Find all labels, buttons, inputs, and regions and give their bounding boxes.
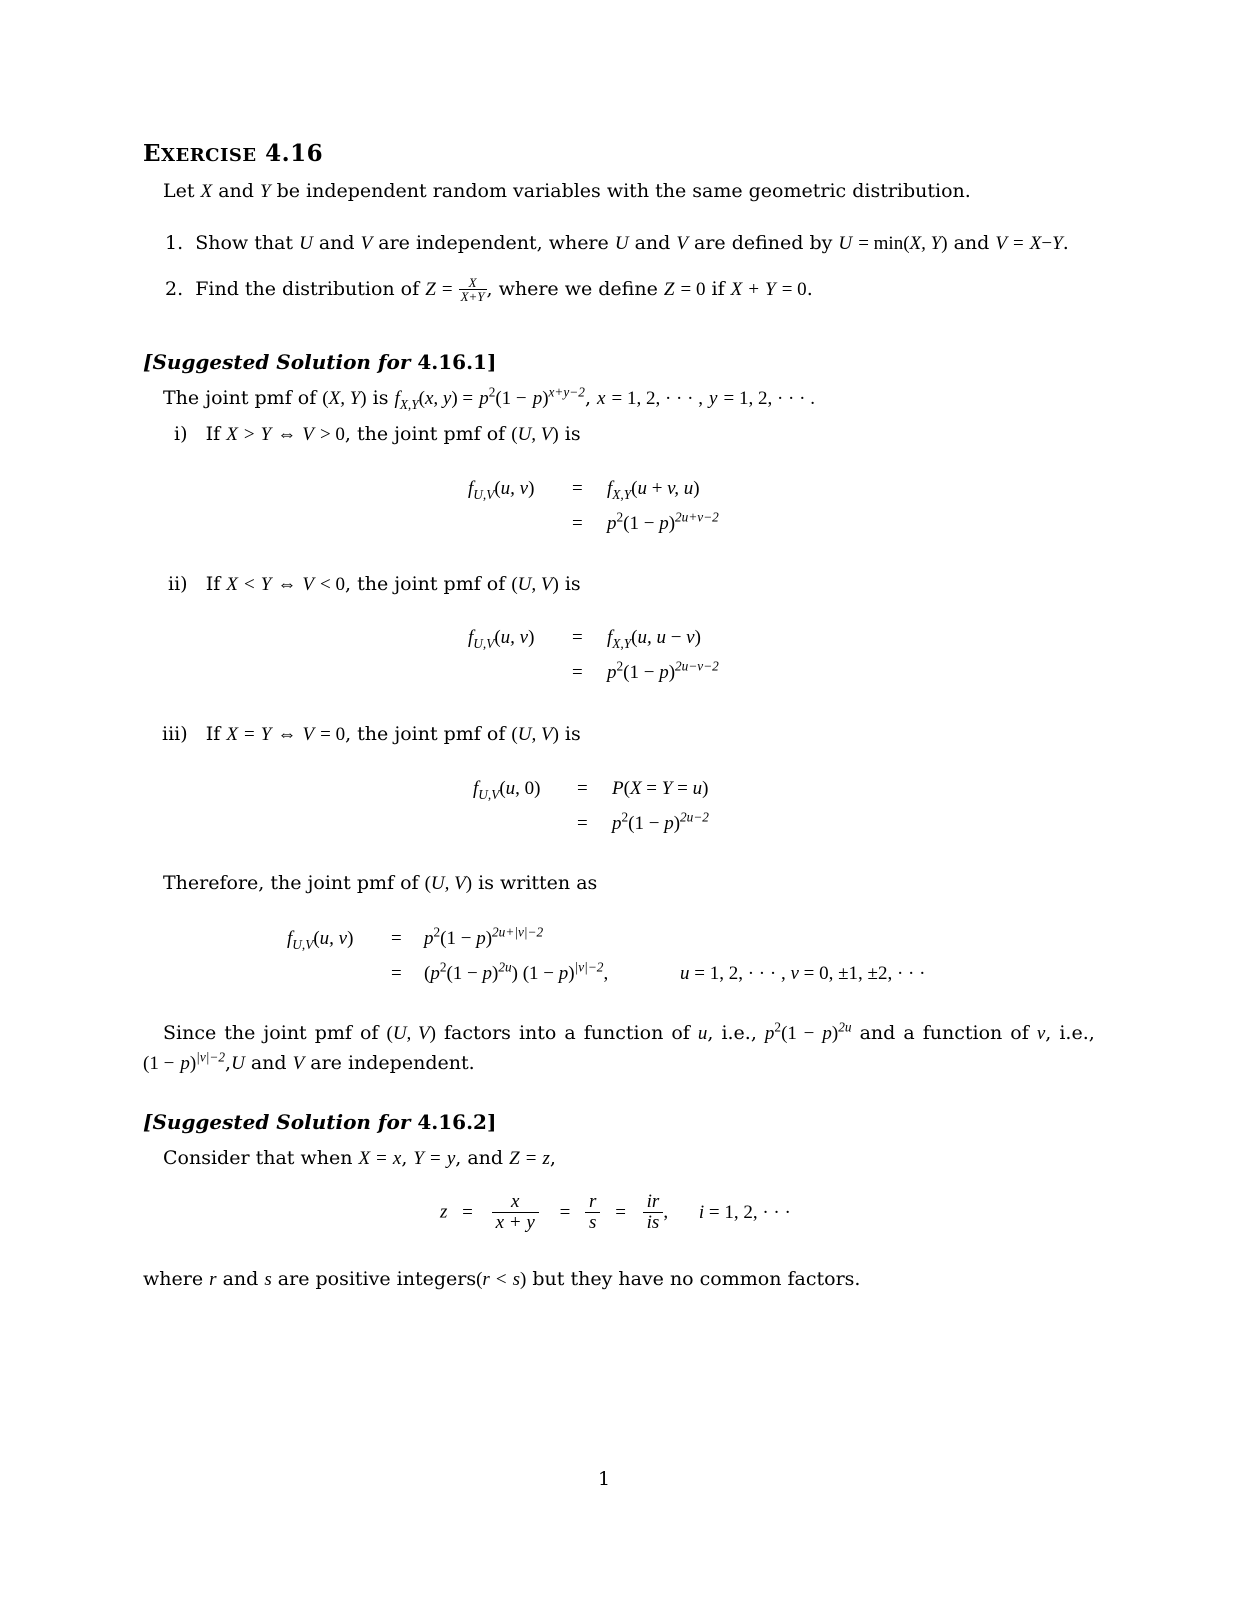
final-eq-rhs-1: $p^2(1 - p)^{2u+|v|-2}$	[424, 924, 544, 949]
case-ii-eq-sign-2: =	[572, 662, 583, 683]
conclusion-line-1: Since the joint pmf of (U, V) factors into a function of u, i.e., $p^2(1 - p)^{2u}$ and a function of v, i.e.,	[163, 1019, 1095, 1044]
exercise-title: EXERCISE 4.16	[143, 140, 324, 167]
final-eq-range: u = 1, 2, · · · , v = 0, ±1, ±2, · · ·	[680, 963, 926, 984]
solution-2-heading: [Suggested Solution for 4.16.2]	[143, 1110, 497, 1134]
fraction-ir-over-is: $\frac{ir}{is}$	[643, 1192, 664, 1233]
therefore-text: Therefore, the joint pmf of (U, V) is written as	[163, 872, 598, 894]
final-eq-sign-2: =	[391, 963, 402, 984]
case-iii-eq-rhs-2: $p^2(1 - p)^{2u-2}$	[612, 809, 709, 834]
exercise-item-1: 1. Show that U and V are independent, where U and V are defined by U = min(X, Y) and V = X−Y.	[165, 232, 1069, 254]
exercise-item-2: 2. Find the distribution of Z = $\frac{X}{X+Y}$ , where we define Z = 0 if X + Y = 0.	[165, 275, 813, 304]
case-iii-eq-sign-1: =	[577, 778, 588, 799]
case-i-eq-sign-1: =	[572, 478, 583, 499]
exercise-intro: Let X and Y be independent random variables with the same geometric distribution.	[163, 180, 971, 202]
case-ii-eq-rhs-1: $f_{X,Y}(u$, u − v)	[607, 627, 701, 651]
case-iii-text: iii) If X = Y ⇔ V = 0, the joint pmf of (U, V) is	[162, 723, 581, 745]
solution-1-heading: [Suggested Solution for 4.16.1]	[143, 350, 497, 374]
page-number: 1	[598, 1468, 611, 1490]
joint-pmf-statement: The joint pmf of (X, Y) is $f_{X,Y}(x$, $y) = p^2(1 - p)^{x+y-2}$, x = 1, 2, · · · , y = 1, 2, · · · .	[163, 384, 815, 412]
case-iii-eq-sign-2: =	[577, 813, 588, 834]
case-ii-text: ii) If X < Y ⇔ V < 0, the joint pmf of (U, V) is	[168, 573, 581, 595]
case-ii-eq-rhs-2: $p^2(1 - p)^{2u-v-2}$	[607, 658, 719, 683]
case-ii-eq-lhs: $f_{U,V}(u$, v)	[468, 627, 535, 651]
conclusion-line-2: $(1 - p)^{|v|-2},U$ and V are independent.	[143, 1049, 475, 1074]
z-equation: z = $\frac{x}{x + y}$ = $\frac{r}{s}$ = $\frac{ir}{is}$ , i = 1, 2, · · ·	[440, 1191, 791, 1233]
where-text: where r and s are positive integers(r < s) but they have no common factors.	[143, 1268, 861, 1290]
case-i-eq-sign-2: =	[572, 513, 583, 534]
final-eq-lhs: $f_{U,V}(u$, v)	[287, 928, 354, 952]
z-equation-range: i = 1, 2, · · ·	[698, 1201, 791, 1223]
case-i-text: i) If X > Y ⇔ V > 0, the joint pmf of (U, V) is	[174, 423, 581, 445]
final-eq-rhs-2: $(p^2(1 - p)^{2u}) (1 - p)^{|v|-2}$,	[424, 959, 609, 984]
case-i-eq-rhs-1: $f_{X,Y}(u + v$, u)	[607, 478, 700, 502]
final-eq-sign-1: =	[391, 928, 402, 949]
z-lhs: z	[440, 1201, 448, 1223]
case-ii-eq-sign-1: =	[572, 627, 583, 648]
fraction-r-over-s: $\frac{r}{s}$	[585, 1192, 600, 1233]
case-i-eq-rhs-2: $p^2(1 - p)^{2u+v-2}$	[607, 509, 719, 534]
consider-text: Consider that when X = x, Y = y, and Z = z,	[163, 1147, 556, 1169]
case-i-eq-lhs: $f_{U,V}(u$, v)	[468, 478, 535, 502]
fraction-x-over-xy: $\frac{x}{x + y}$	[492, 1192, 539, 1233]
case-iii-eq-rhs-1: P(X = Y = u)	[612, 778, 709, 799]
case-iii-eq-lhs: $f_{U,V}(u$, 0)	[473, 778, 541, 802]
